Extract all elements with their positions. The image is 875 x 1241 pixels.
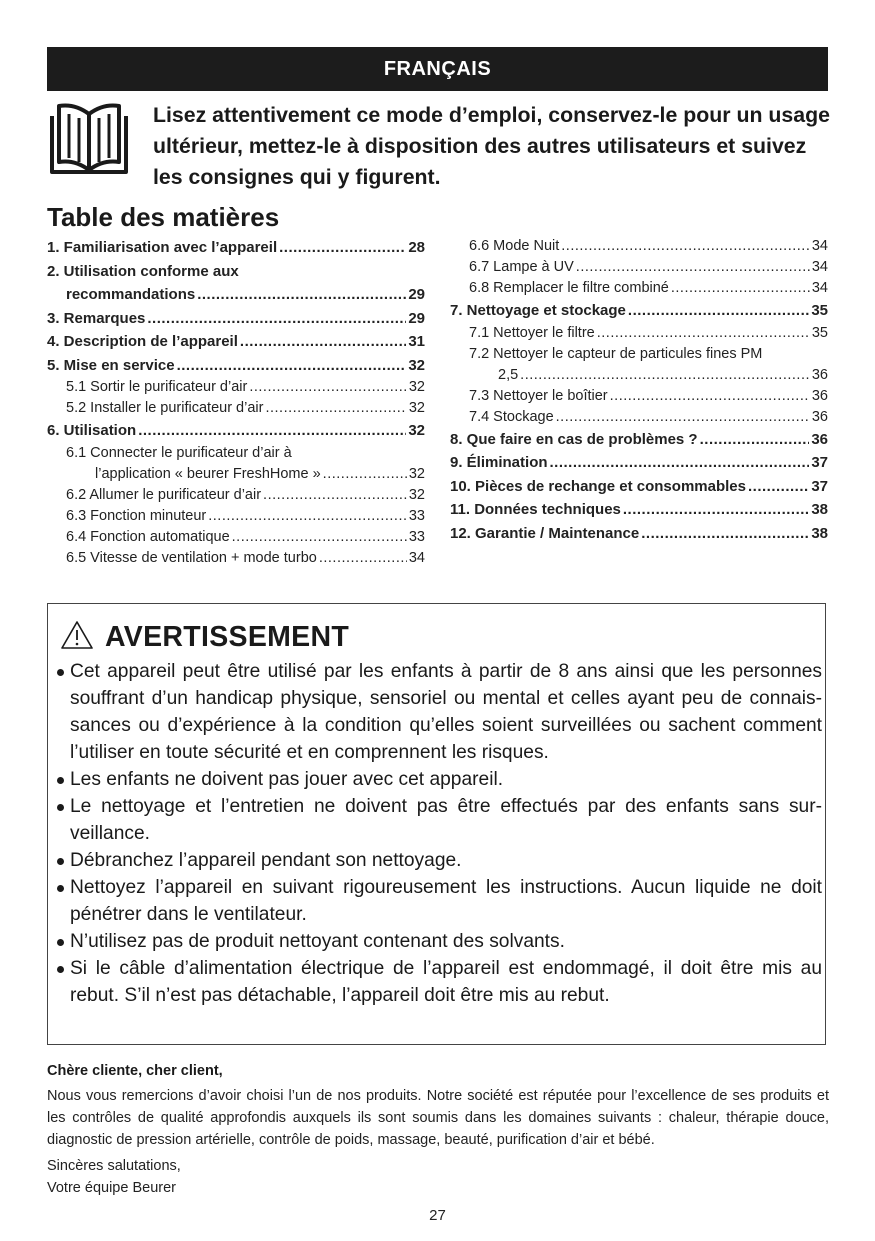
toc-entry-page: 29 (408, 309, 425, 327)
toc-entry-page: 35 (811, 302, 828, 319)
closing-line-1: Sincères salutations, (47, 1158, 181, 1174)
toc-entry-page: 32 (408, 422, 425, 439)
toc-leader-dots (177, 354, 407, 378)
warning-title: AVERTISSEMENT (105, 621, 350, 653)
toc-leader-dots (240, 330, 406, 354)
toc-entry (450, 365, 828, 386)
toc-entry (47, 527, 425, 548)
toc-leader-dots (263, 485, 407, 506)
toc-entry-page: 28 (408, 239, 425, 256)
toc-entry (47, 283, 425, 307)
toc-entry-page: 36 (811, 387, 828, 404)
toc-entry (47, 236, 425, 260)
toc-entry (450, 299, 828, 323)
toc-entry (47, 260, 425, 284)
intro-instruction: Lisez attentivement ce mode d’emploi, conservez-le pour un usage ultérieur, mettez-le à disposition des autres utilisateurs et suivez les consignes qui y figurent. (153, 103, 830, 189)
toc-entry-title: 2,5 (498, 366, 519, 383)
toc-entry-title: 6.4 Fonction automatique (66, 528, 230, 545)
toc-entry-title: 9. Élimination (450, 454, 548, 471)
toc-leader-dots (576, 257, 810, 278)
toc-entry-page: 33 (408, 528, 425, 545)
toc-entry-page: 37 (811, 454, 828, 471)
toc-entry (450, 451, 828, 475)
toc-title: Table des matières (47, 202, 280, 232)
toc-entry (450, 522, 828, 546)
warning-box (47, 603, 826, 1045)
toc-leader-dots (556, 407, 810, 428)
toc-entry (47, 464, 425, 485)
toc-entry (47, 548, 425, 569)
toc-entry (450, 278, 828, 299)
toc-entry-page: 32 (408, 486, 425, 503)
toc-entry-title: 4. Description de l’appareil (47, 333, 238, 350)
toc-entry (450, 257, 828, 278)
toc-leader-dots (597, 323, 810, 344)
toc-leader-dots (671, 278, 810, 299)
warning-item: Les enfants ne doivent pas jouer avec cet appareil. (56, 766, 822, 793)
toc-leader-dots (265, 398, 406, 419)
toc-entry-title: 5.1 Sortir le purificateur d’air (66, 379, 248, 395)
toc-entry-title: 7.4 Stockage (469, 408, 554, 425)
warning-triangle-icon (60, 620, 94, 650)
toc-entry-title: 11. Données techniques (450, 501, 621, 518)
toc-entry-title: 6.2 Allumer le purificateur d’air (66, 486, 262, 503)
toc-leader-dots (520, 365, 810, 386)
toc-leader-dots (610, 386, 810, 407)
toc-entry-page: 32 (408, 465, 425, 482)
toc-leader-dots (138, 419, 406, 443)
toc-entry (47, 354, 425, 378)
toc-entry (450, 428, 828, 452)
toc-leader-dots (232, 527, 407, 548)
toc-entry (450, 386, 828, 407)
warning-item: Débranchez l’appareil pendant son nettoyage. (56, 847, 822, 874)
toc-entry-title: 6.6 Mode Nuit (469, 238, 560, 254)
toc-entry-page: 34 (811, 280, 828, 296)
toc-entry-page: 33 (408, 507, 425, 524)
toc-entry (450, 323, 828, 344)
toc-entry-title: 5.2 Installer le purificateur d’air (66, 400, 264, 416)
toc-leader-dots (700, 428, 810, 452)
language-header (47, 47, 828, 91)
toc-entry (47, 307, 425, 331)
toc-leader-dots (748, 475, 809, 499)
closing-line-2: Votre équipe Beurer (47, 1180, 176, 1196)
warning-list (56, 658, 822, 1009)
toc-entry-page: 32 (408, 356, 425, 374)
warning-item: Si le câble d’alimentation électrique de l’appareil est endommagé, il doit être mis au rebut. S’il n’est pas détachable, l’appareil doit être mis au rebut. (56, 955, 822, 1009)
toc-entry-title: 3. Remarques (47, 309, 146, 327)
letter-signoff (47, 1155, 181, 1199)
toc-entry-title: 6.1 Connecter le purificateur d’air à (66, 444, 292, 461)
toc-entry-page: 34 (408, 549, 425, 566)
toc-entry-title: 6.3 Fonction minuteur (66, 507, 207, 524)
toc-entry (450, 407, 828, 428)
toc-entry-page: 36 (811, 366, 828, 383)
toc-entry (47, 377, 425, 398)
toc-entry-page: 32 (408, 379, 425, 395)
toc-entry-page: 31 (408, 333, 425, 350)
toc-entry-title: 5. Mise en service (47, 356, 175, 374)
toc-leader-dots (208, 506, 407, 527)
toc-entry-title: 8. Que faire en cas de problèmes ? (450, 430, 698, 448)
page-number: 27 (429, 1207, 446, 1224)
toc-leader-dots (319, 548, 407, 569)
toc-left-column (47, 236, 425, 569)
toc-entry (450, 475, 828, 499)
toc-leader-dots (641, 522, 809, 546)
toc-entry (47, 485, 425, 506)
toc-entry (450, 344, 828, 365)
toc-entry-title: 12. Garantie / Maintenance (450, 524, 640, 542)
toc-entry-title: 7.2 Nettoyer le capteur de particules fines PM (469, 345, 763, 362)
toc-entry-page: 37 (811, 477, 828, 495)
toc-entry (47, 398, 425, 419)
toc-entry (47, 443, 425, 464)
toc-entry-title: recommandations (66, 286, 196, 303)
toc-leader-dots (197, 283, 406, 307)
toc-entry-page: 34 (811, 238, 828, 254)
warning-item: N’utilisez pas de produit nettoyant contenant des solvants. (56, 928, 822, 955)
letter-greeting: Chère cliente, cher client, (47, 1063, 223, 1079)
toc-right-column (450, 236, 828, 545)
toc-leader-dots (323, 464, 407, 485)
toc-entry-title: 6.7 Lampe à UV (469, 259, 574, 275)
toc-entry-title: l’application « beurer FreshHome » (95, 465, 321, 482)
toc-leader-dots (147, 307, 406, 331)
toc-entry-title: 7. Nettoyage et stockage (450, 302, 626, 319)
warning-item: Nettoyez l’appareil en suivant rigoureusement les instructions. Aucun liquide ne doit pénétrer dans le ventilateur. (56, 874, 822, 928)
toc-entry-title: 2. Utilisation conforme aux (47, 262, 239, 280)
toc-leader-dots (550, 451, 810, 475)
toc-entry-page: 38 (811, 501, 828, 518)
toc-entry-title: 1. Familiarisation avec l’appareil (47, 239, 278, 256)
toc-entry-title: 7.1 Nettoyer le filtre (469, 324, 595, 341)
language-label: FRANÇAIS (383, 57, 492, 80)
toc-entry (47, 506, 425, 527)
toc-entry-title: 7.3 Nettoyer le boîtier (469, 387, 608, 404)
toc-entry (450, 498, 828, 522)
toc-entry-page: 34 (811, 259, 828, 275)
toc-entry-page: 36 (811, 408, 828, 425)
toc-entry (47, 330, 425, 354)
warning-item: Le nettoyage et l’entretien ne doivent pas être effectués par des enfants sans sur-veillance. (56, 793, 822, 847)
toc-entry-page: 29 (408, 286, 425, 303)
toc-entry-title: 6. Utilisation (47, 422, 137, 439)
toc-entry-page: 35 (811, 324, 828, 341)
letter-body: Nous vous remercions d’avoir choisi l’un de nos produits. Notre société est réputée pour l’excellence de ses produits et les contrôles de qualité approfondis auxquels ils sont soumis dans les domaines suivants : chaleur, thérapie douce, diagnostic de pression artérielle, contrôle de poids, massage, beauté, purification d’air et bébé. (47, 1088, 829, 1148)
toc-entry-title: 6.8 Remplacer le filtre combiné (469, 280, 669, 296)
toc-leader-dots (628, 299, 809, 323)
toc-entry-page: 32 (408, 400, 425, 416)
toc-entry-title: 6.5 Vitesse de ventilation + mode turbo (66, 549, 317, 566)
toc-leader-dots (561, 236, 810, 257)
toc-entry-title: 10. Pièces de rechange et consommables (450, 477, 746, 495)
toc-leader-dots (279, 236, 406, 260)
toc-leader-dots (623, 498, 809, 522)
toc-entry (450, 236, 828, 257)
toc-entry (47, 419, 425, 443)
toc-entry-page: 38 (811, 524, 828, 542)
open-book-icon (47, 102, 131, 176)
toc-leader-dots (249, 377, 407, 398)
warning-item: Cet appareil peut être utilisé par les enfants à partir de 8 ans ainsi que les personnes souffrant d’un handicap physique, sensoriel ou mental et celles ayant peu de connais-sances ou d’expérience à la condition qu’elles soient surveillées ou sachent comment l’utiliser en toute sécurité et en comprennent les risques. (56, 658, 822, 766)
toc-entry-page: 36 (811, 430, 828, 448)
